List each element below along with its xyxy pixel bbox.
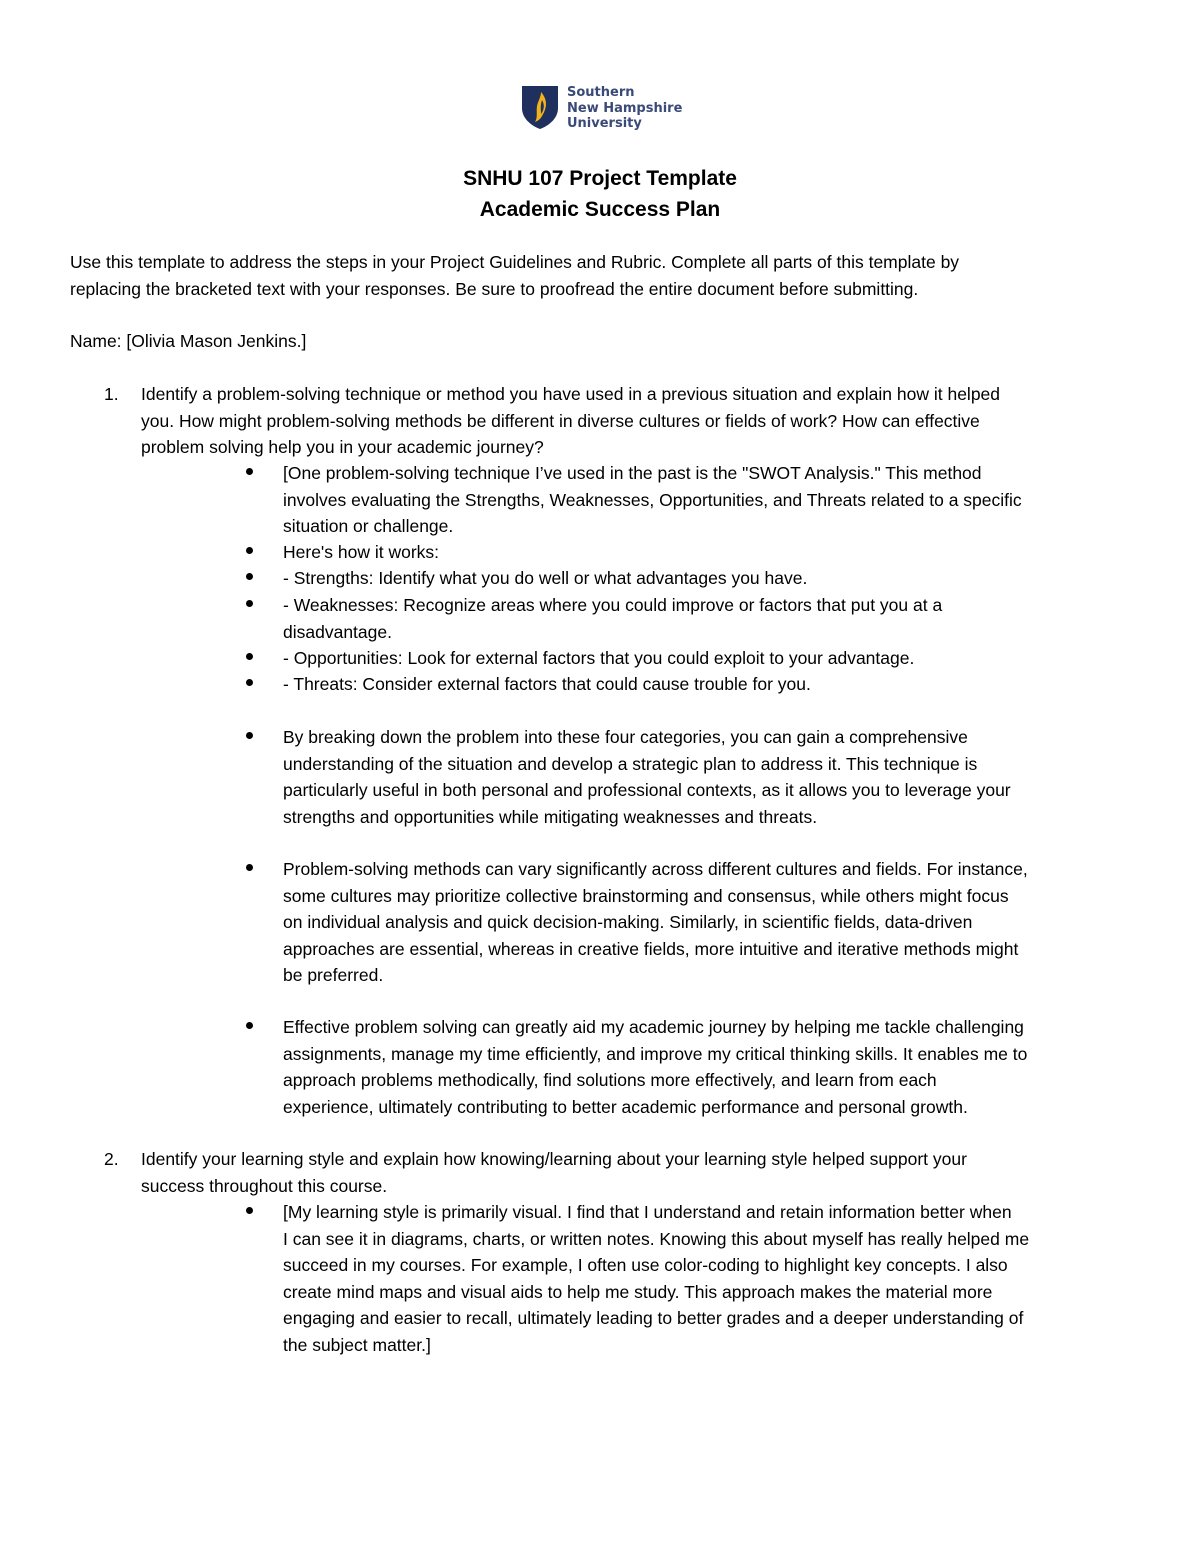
intro-line: Use this template to address the steps in your Project Guidelines and Rubric. Complete all parts of this template by: [70, 252, 960, 272]
q1-bullet-strengths: [283, 565, 1143, 592]
bullet-dot: [246, 653, 256, 663]
q1-bullet-cultures: [283, 856, 1143, 989]
bullet-line: Here's how it works:: [283, 542, 440, 562]
shield-flame-icon: [520, 84, 560, 130]
bullet-line: disadvantage.: [283, 621, 392, 642]
question-2-number: 2.: [104, 1149, 119, 1169]
prompt-line: success throughout this course.: [141, 1175, 388, 1196]
bullet-line: - Strengths: Identify what you do well or what advantages you have.: [283, 568, 808, 588]
bullet-line: - Weaknesses: Recognize areas where you could improve or factors that put you at a: [283, 595, 943, 615]
bullet-line: particularly useful in both personal and professional contexts, as it allows you to leverage your: [283, 780, 1011, 800]
q1-bullet-swot-intro: [283, 460, 1143, 540]
prompt-line: Identify a problem-solving technique or method you have used in a previous situation and explain how it helped: [141, 384, 1001, 404]
bullet-line: on individual analysis and quick decision-making. Similarly, in scientific fields, data-driven: [283, 912, 973, 932]
bullet-dot: [246, 468, 256, 478]
logo-line-1: Southern: [567, 85, 635, 100]
bullet-line: Problem-solving methods can vary significantly across different cultures and fields. For instance,: [283, 859, 1028, 879]
bullet-line: be preferred.: [283, 965, 384, 985]
bullet-line: situation or challenge.: [283, 516, 454, 536]
document-subtitle: Academic Success Plan: [479, 198, 721, 221]
logo-line-2: New Hampshire: [567, 100, 683, 116]
bullet-line: experience, ultimately contributing to better academic performance and personal growth.: [283, 1096, 968, 1117]
prompt-line: Identify your learning style and explain how knowing/learning about your learning style helped support your: [141, 1149, 967, 1169]
q1-bullet-how-it-works: [283, 539, 1143, 566]
bullet-line: succeed in my courses. For example, I often use color-coding to highlight key concepts. I also: [283, 1255, 1008, 1275]
q1-bullet-opportunities: [283, 645, 1143, 672]
bullet-line: approaches are essential, whereas in creative fields, more intuitive and iterative methods might: [283, 938, 1019, 959]
q1-bullet-threats: [283, 671, 1143, 698]
intro-paragraph: [70, 249, 1140, 302]
question-1-number: 1.: [104, 384, 119, 404]
bullet-line: Effective problem solving can greatly aid my academic journey by helping me tackle challenging: [283, 1017, 1024, 1037]
bullet-line: approach problems methodically, find solutions more effectively, and learn from each: [283, 1070, 937, 1090]
bullet-line: engaging and easier to recall, ultimately leading to better grades and a deeper understanding of: [283, 1308, 1024, 1328]
bullet-line: some cultures may prioritize collective brainstorming and consensus, while others might focus: [283, 885, 1009, 906]
bullet-dot: [246, 864, 256, 874]
student-name: Name: [Olivia Mason Jenkins.]: [70, 331, 307, 351]
q2-bullet-learning-style: [283, 1199, 1143, 1358]
intro-line: replacing the bracketed text with your responses. Be sure to proofread the entire document before submitting.: [70, 278, 919, 299]
bullet-line: understanding of the situation and develop a strategic plan to address it. This technique is: [283, 753, 978, 774]
bullet-dot: [246, 1207, 256, 1217]
snhu-logo: [520, 84, 690, 134]
bullet-line: create mind maps and visual aids to help me study. This approach makes the material more: [283, 1281, 993, 1302]
bullet-line: - Opportunities: Look for external factors that you could exploit to your advantage.: [283, 648, 915, 668]
bullet-line: assignments, manage my time efficiently, and improve my critical thinking skills. It enables me to: [283, 1043, 1028, 1064]
q1-bullet-breakdown: [283, 724, 1143, 830]
bullet-line: - Threats: Consider external factors that could cause trouble for you.: [283, 674, 811, 694]
bullet-line: [My learning style is primarily visual. I find that I understand and retain information better when: [283, 1202, 1012, 1222]
bullet-dot: [246, 732, 256, 742]
bullet-dot: [246, 679, 256, 689]
document-title: SNHU 107 Project Template: [463, 167, 737, 190]
q1-bullet-weaknesses: [283, 592, 1143, 645]
bullet-line: strengths and opportunities while mitigating weaknesses and threats.: [283, 806, 818, 827]
logo-wordmark: [567, 85, 682, 132]
bullet-dot: [246, 600, 256, 610]
bullet-line: the subject matter.]: [283, 1334, 431, 1355]
bullet-dot: [246, 547, 256, 557]
bullet-dot: [246, 1022, 256, 1032]
prompt-line: problem solving help you in your academic journey?: [141, 437, 544, 457]
bullet-line: By breaking down the problem into these four categories, you can gain a comprehensive: [283, 727, 968, 747]
question-1-prompt: [141, 381, 1141, 461]
q1-bullet-academic-journey: [283, 1014, 1143, 1120]
question-2-prompt: [141, 1146, 1141, 1199]
bullet-line: involves evaluating the Strengths, Weaknesses, Opportunities, and Threats related to a specific: [283, 489, 1022, 510]
bullet-dot: [246, 573, 256, 583]
bullet-line: [One problem-solving technique I’ve used in the past is the "SWOT Analysis." This method: [283, 463, 982, 483]
logo-line-3: University: [567, 116, 642, 131]
bullet-line: I can see it in diagrams, charts, or written notes. Knowing this about myself has really helped me: [283, 1228, 1030, 1249]
prompt-line: you. How might problem-solving methods be different in diverse cultures or fields of work? How can effective: [141, 410, 980, 431]
